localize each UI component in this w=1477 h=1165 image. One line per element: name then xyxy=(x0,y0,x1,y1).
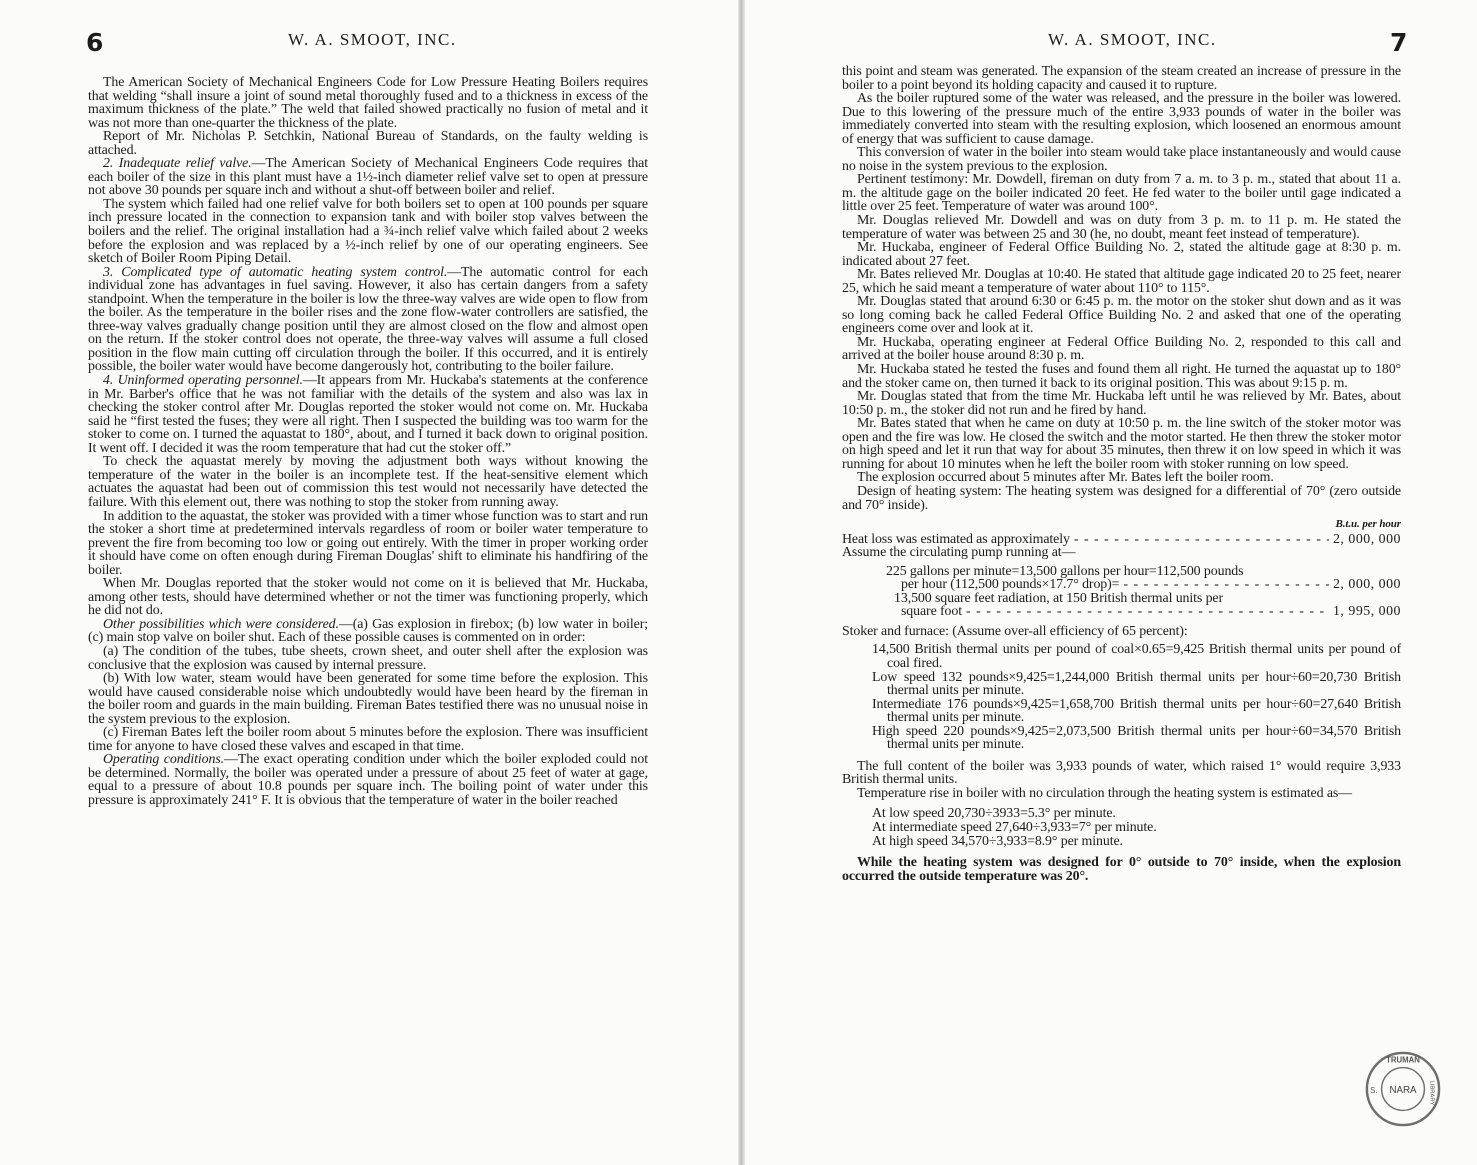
item-heading: Operating conditions. xyxy=(103,752,225,768)
paragraph: As the boiler ruptured some of the water was released, and the pressure in the boiler was lowered. Due to this lowering of the pressure much of the entire 3,933 pounds of water in the boiler was immediately converted into steam with the resulting explosion, which loosened an enormous amount of energy that was sufficient to cause damage. xyxy=(842,91,1401,147)
paragraph: Mr. Huckaba stated he tested the fuses and found them all right. He turned the aquastat up to 180° and the stoker came on, then turned it back to its original position. This was about 9:15 p. m. xyxy=(842,362,1401,391)
paragraph: Mr. Bates stated that when he came on duty at 10:50 p. m. the line switch of the stoker motor was open and the fire was low. He closed the switch and the motor started. He then threw the stoker motor on high speed and let it run that way for about 35 minutes, then threw it on low speed in which it was running for about 10 minutes when he left the boiler room with stoker running on low speed. xyxy=(842,416,1401,472)
calc-line: At high speed 34,570÷3,933=8.9° per minute. xyxy=(872,833,1123,849)
left-page xyxy=(0,0,738,1165)
item-heading: 3. Complicated type of automatic heating system control. xyxy=(103,264,448,280)
gallons-calc xyxy=(842,565,1401,592)
radiation-calc xyxy=(842,592,1401,619)
leader-dots xyxy=(1123,578,1329,592)
stamp-right-text: LIBRARY xyxy=(1428,1080,1435,1106)
row-label: per hour (112,500 pounds×17.7° drop)= xyxy=(901,577,1120,593)
stamp-left-text: S. xyxy=(1370,1085,1378,1095)
paragraph-text: —The American Society of Mechanical Engineers Code requires that each boiler of the size in this plant must have a 1½-inch diameter relief valve set to open at pressure not above 30 pounds per square inch and without a shut-off between boiler and relief. xyxy=(88,156,648,199)
paragraph xyxy=(88,618,648,645)
paragraph: Mr. Huckaba, engineer of Federal Office Building No. 2, stated the altitude gage at 8:30 p. m. indicated about 27 feet. xyxy=(842,240,1401,269)
row-value: 2, 000, 000 xyxy=(1332,531,1401,547)
stamp-top-text: TRUMAN xyxy=(1386,1055,1420,1065)
page-number: 6 xyxy=(86,28,104,57)
calc-line: 13,500 square feet radiation, at 150 British thermal units per xyxy=(894,590,1224,606)
paragraph: Mr. Douglas stated that around 6:30 or 6:45 p. m. the motor on the stoker shut down and as it was so long coming back he called Federal Office Building No. 2 and asked that one of the operating engineers come over and look at it. xyxy=(842,294,1401,337)
paragraph: this point and steam was generated. The expansion of the steam created an increase of pressure in the boiler to a point beyond its holding capacity and caused it to rupture. xyxy=(842,64,1401,93)
page-number: 7 xyxy=(1390,28,1408,57)
paragraph-text: —The exact operating condition under which the boiler exploded could not be determined. Normally, the boiler was operated under a pressure of about 25 feet of water at gage, equal to a pressure of about 10.8 pounds per square inch. The boiling point of water under this pressure is approximately 241° F. It is obvious that the temperature of water in the boiler reached xyxy=(88,752,648,808)
paragraph: The explosion occurred about 5 minutes after Mr. Bates left the boiler room. xyxy=(857,470,1274,486)
paragraph: Design of heating system: The heating system was designed for a differential of 70° (zero outside and 70° inside). xyxy=(842,483,1401,513)
leader-dots xyxy=(966,605,1329,619)
left-body-text xyxy=(88,76,648,808)
running-header: W. A. SMOOT, INC. xyxy=(288,30,457,49)
calc-line: At low speed 20,730÷3933=5.3° per minute. xyxy=(872,806,1116,822)
paragraph: To check the aquastat merely by moving the adjustment both ways without knowing the temperature of the water in the boiler is an incomplete test. If the heat-sensitive element which actuates the aquastat had been out of commission this test would not necessarily have detected the failure. With this element out, there was nothing to stop the stoker from running away. xyxy=(88,454,648,510)
paragraph-text: —(a) Gas explosion in firebox; (b) low water in boiler; (c) main stop valve on boiler shut. Each of these possible causes is commented on in order: xyxy=(88,616,648,646)
paragraph: Report of Mr. Nicholas P. Setchkin, National Bureau of Standards, on the faulty welding is attached. xyxy=(88,129,648,158)
book-gutter xyxy=(738,0,745,1165)
paragraph: Mr. Huckaba, operating engineer at Federal Office Building No. 2, responded to this call and arrived at the boiler house around 8:30 p. m. xyxy=(842,334,1401,364)
calc-line: At intermediate speed 27,640÷3,933=7° per minute. xyxy=(872,819,1157,835)
paragraph xyxy=(88,157,648,198)
calc-result-row xyxy=(886,578,1401,592)
right-body-text xyxy=(842,65,1401,883)
paragraph: (b) With low water, steam would have been generated for some time before the explosion. This would have caused considerable noise which undoubtedly would have been heard by the fireman in the boiler room and guards in the main building. Fireman Bates testified there was no unusual noise in the system previous to the explosion. xyxy=(88,671,648,727)
paragraph: The full content of the boiler was 3,933 pounds of water, which raised 1° would require 3,933 British thermal units. xyxy=(842,758,1401,788)
item-heading: 2. Inadequate relief valve. xyxy=(103,156,252,172)
row-value: 1, 995, 000 xyxy=(1332,604,1401,620)
paragraph: Mr. Bates relieved Mr. Douglas at 10:40. He stated that altitude gage indicated 20 to 25 feet, nearer 25, which he said meant a temperature of water about 110° to 115°. xyxy=(842,267,1401,296)
paragraph-text: —It appears from Mr. Huckaba's statements at the conference in Mr. Barber's office that he was not familiar with the details of the system and also was lax in checking the stoker control after Mr. Douglas reported the stoker would not come on. Mr. Huckaba said he “first tested the fuses; they were all right. Then I suspected the building was too warm for the stoker to come on. I turned the aquastat to 180°, about, and I turned it back down to original position. It went off. I decided it was the room temperature that had cut the stoker off.” xyxy=(88,373,648,456)
paragraph: Mr. Douglas stated that from the time Mr. Huckaba left until he was relieved by Mr. Bates, about 10:50 p. m., the stoker did not run and he fired by hand. xyxy=(842,389,1401,418)
paragraph: (c) Fireman Bates left the boiler room about 5 minutes before the explosion. There was insufficient time for anyone to have closed these valves and escaped in that time. xyxy=(88,725,648,754)
paragraph xyxy=(88,266,648,374)
row-label: square foot xyxy=(901,604,963,620)
row-value: 2, 000, 000 xyxy=(1332,577,1401,593)
paragraph xyxy=(88,374,648,455)
leader-dots xyxy=(1074,533,1329,547)
item-heading: Other possibilities which were considered. xyxy=(103,616,339,632)
paragraph: This conversion of water in the boiler into steam would take place instantaneously and would cause no noise in the system previous to the explosion. xyxy=(842,145,1401,174)
paragraph: (a) The condition of the tubes, tube sheets, crown sheet, and outer shell after the explosion was conclusive that the explosion was caused by internal pressure. xyxy=(88,643,648,673)
paragraph: The system which failed had one relief valve for both boilers set to open at 100 pounds per square inch pressure located in the connection to expansion tank and with boiler stop valves between the boilers and the relief. The original installation had a ¾-inch relief valve which failed about 2 weeks before the explosion and was replaced by a ½-inch relief by one of our operating engineers. See sketch of Boiler Room Piping Detail. xyxy=(88,196,648,267)
calc-item: Low speed 132 pounds×9,425=1,244,000 British thermal units per hour÷60=20,730 British thermal units per minute. xyxy=(872,669,1401,699)
paragraph: When Mr. Douglas reported that the stoker would not come on it is believed that Mr. Huckaba, among other tests, should have determined whether or not the timer was functioning properly, which he did not do. xyxy=(88,576,648,619)
paragraph: Assume the circulating pump running at— xyxy=(842,545,1076,561)
paragraph: Temperature rise in boiler with no circulation through the heating system is estimated as— xyxy=(857,785,1352,801)
nara-library-stamp xyxy=(1364,1050,1442,1128)
paragraph-text: —The automatic control for each individual zone has advantages in fuel saving. However, it also has certain dangers from a safety standpoint. When the temperature in the boiler is low the three-way valves are wide open to flow from the boiler. As the temperature in the boiler rises and the zone flow-water controllers are satisfied, the three-way valves gradually change position until they are almost closed on the flow and almost open on the return. If the stoker control does not operate, the three-way valves will assume a full closed position in the flow main cutting off circulation through the boiler. If this occurred, and it is entirely possible, the boiler water would have become dangerously hot, contributing to the boiler failure. xyxy=(88,264,649,375)
paragraph: Mr. Douglas relieved Mr. Dowdell and was on duty from 3 p. m. to 11 p. m. He stated the temperature of water was between 25 and 30 (he, no doubt, meant feet instead of temperature). xyxy=(842,213,1401,242)
paragraph: Pertinent testimony: Mr. Dowdell, fireman on duty from 7 a. m. to 3 p. m., stated that about 11 a. m. the altitude gage on the boiler indicated 20 feet. He fed water to the boiler until gage indicated a little over 25 feet. Temperature of water was around 100°. xyxy=(842,172,1401,215)
paragraph: While the heating system was designed for 0° outside to 70° inside, when the explosion occurred the outside temperature was 20°. xyxy=(842,855,1401,884)
stamp-center-text: NARA xyxy=(1389,1084,1417,1096)
right-page xyxy=(745,0,1477,1165)
running-header: W. A. SMOOT, INC. xyxy=(1048,30,1217,49)
calc-line: 225 gallons per minute=13,500 gallons per hour=112,500 pounds xyxy=(886,563,1244,579)
calc-result-row xyxy=(886,605,1401,619)
item-heading: 4. Uninformed operating personnel. xyxy=(103,373,303,389)
paragraph: In addition to the aquastat, the stoker was provided with a timer whose function was to start and run the stoker a short time at predetermined intervals regardless of room or boiler water temperature to prevent the fire from becoming too low or going out entirely. With the timer in proper working order it should have come on often enough during Fireman Douglas' shift to eliminate his handfiring of the boiler. xyxy=(88,508,649,578)
paragraph xyxy=(88,753,648,807)
row-label: Heat loss was estimated as approximately xyxy=(842,531,1070,547)
calc-item: High speed 220 pounds×9,425=2,073,500 British thermal units per hour÷60=34,570 British thermal units per minute. xyxy=(872,723,1401,753)
column-unit-header: B.t.u. per hour xyxy=(1335,518,1401,531)
paragraph: Stoker and furnace: (Assume over-all efficiency of 65 percent): xyxy=(842,623,1188,639)
paragraph: The American Society of Mechanical Engineers Code for Low Pressure Heating Boilers requires that welding “shall insure a joint of sound metal thoroughly fused and to a thickness in excess of the maximum thickness of the plate.” The weld that failed showed practically no fusion of metal and it was not more than one-quarter the thickness of the plate. xyxy=(88,75,648,131)
calc-item: 14,500 British thermal units per pound of coal×0.65=9,425 British thermal units per pound of coal fired. xyxy=(872,642,1401,671)
heat-loss-row xyxy=(842,533,1401,547)
calc-item: Intermediate 176 pounds×9,425=1,658,700 British thermal units per hour÷60=27,640 British thermal units per minute. xyxy=(872,696,1401,726)
